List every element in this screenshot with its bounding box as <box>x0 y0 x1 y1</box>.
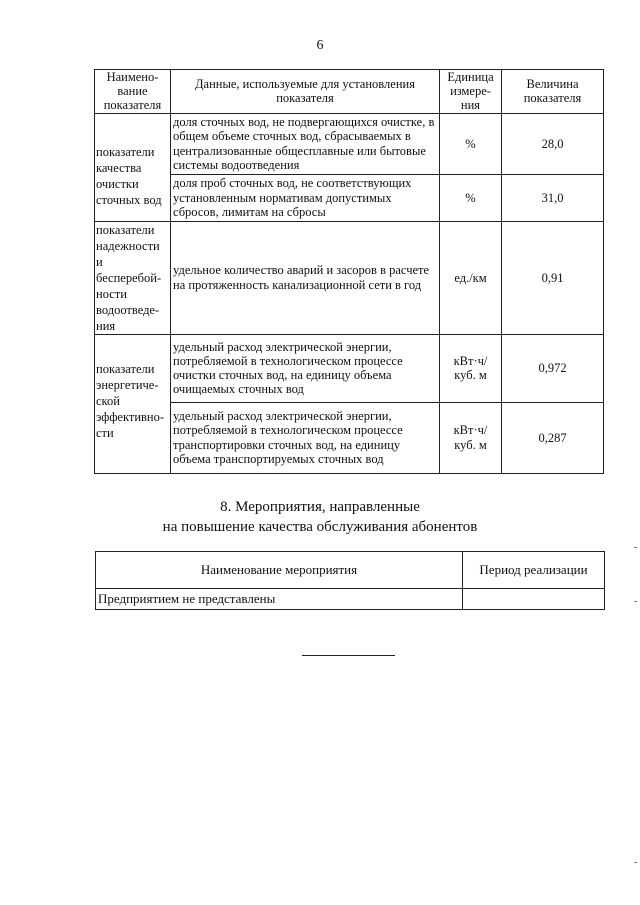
header-indicator-name: Наимено-вание показателя <box>95 70 171 114</box>
section-heading-line-1: 8. Мероприятия, направленные <box>220 499 420 515</box>
value-cell: 31,0 <box>502 174 604 221</box>
header-unit: Единица измере-ния <box>440 70 502 114</box>
scan-mark <box>634 547 637 548</box>
table-row <box>95 221 604 334</box>
unit-cell: ед./км <box>440 221 502 334</box>
data-cell: удельный расход электрической энергии, потребляемой в технологическом процессе очистки сточных вод, на единицу объема очищаемых сточных вод <box>171 334 440 402</box>
page-number: 6 <box>316 38 324 53</box>
table-row <box>95 174 604 221</box>
section-heading <box>0 497 640 537</box>
header-data-description: Данные, используемые для установления показателя <box>171 70 440 114</box>
table-header-row <box>95 70 604 114</box>
period-cell <box>463 589 605 610</box>
category-cell: показатели надежности и бесперебой-ности водоотведе-ния <box>95 221 171 334</box>
event-name-cell: Предприятием не представлены <box>96 589 463 610</box>
category-cell: показатели энергетиче-ской эффективно-сти <box>95 334 171 473</box>
table-row <box>95 113 604 174</box>
value-cell: 0,91 <box>502 221 604 334</box>
unit-cell: кВт·ч/ куб. м <box>440 334 502 402</box>
table-row <box>95 334 604 402</box>
table-row <box>95 402 604 473</box>
closing-rule-line <box>302 655 395 656</box>
header-period: Период реализации <box>463 552 605 589</box>
scan-mark <box>634 862 637 863</box>
data-cell: доля сточных вод, не подвергающихся очистке, в общем объеме сточных вод, сбрасываемых в централизованные общесплавные или бытовые системы водоотведения <box>171 113 440 174</box>
table-header-row <box>96 552 605 589</box>
header-value: Величина показателя <box>502 70 604 114</box>
value-cell: 28,0 <box>502 113 604 174</box>
events-table <box>95 551 605 610</box>
scan-mark <box>634 601 637 602</box>
data-cell: доля проб сточных вод, не соответствующих установленным нормативам допустимых сбросов, лимитам на сбросы <box>171 174 440 221</box>
value-cell: 0,972 <box>502 334 604 402</box>
indicators-table <box>94 69 604 474</box>
data-cell: удельное количество аварий и засоров в расчете на протяженность канализационной сети в год <box>171 221 440 334</box>
unit-cell: % <box>440 174 502 221</box>
unit-cell: % <box>440 113 502 174</box>
value-cell: 0,287 <box>502 402 604 473</box>
header-event-name: Наименование мероприятия <box>96 552 463 589</box>
data-cell: удельный расход электрической энергии, потребляемой в технологическом процессе транспортировки сточных вод, на единицу объема транспортируемых сточных вод <box>171 402 440 473</box>
table-row <box>96 589 605 610</box>
section-heading-line-2: на повышение качества обслуживания абонентов <box>162 519 478 535</box>
unit-cell: кВт·ч/ куб. м <box>440 402 502 473</box>
category-cell: показатели качества очистки сточных вод <box>95 113 171 221</box>
